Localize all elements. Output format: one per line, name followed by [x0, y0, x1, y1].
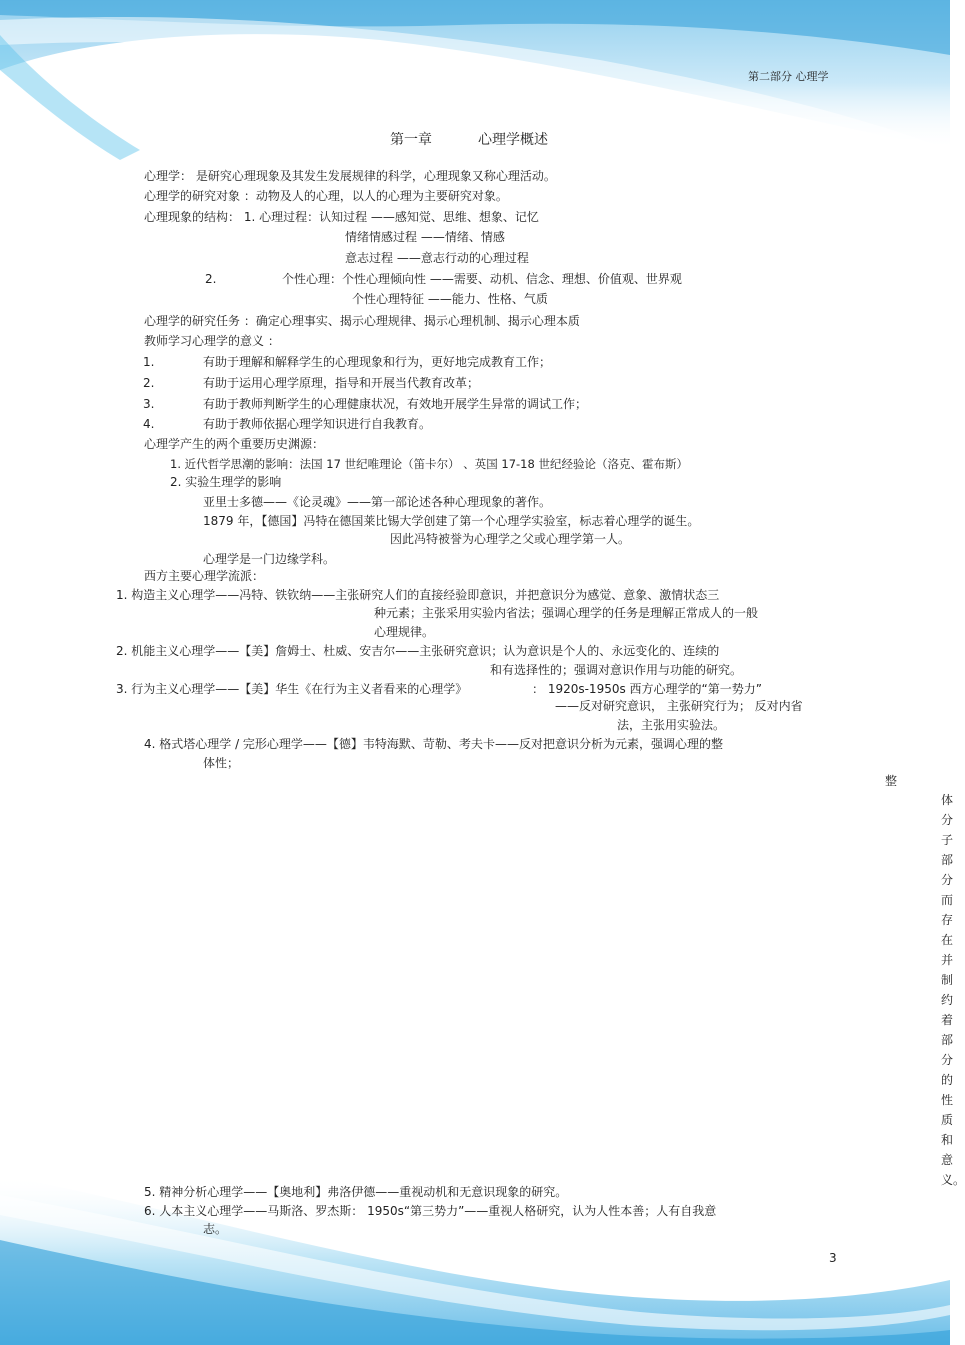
header-section: 第二部分 心理学 — [748, 70, 829, 83]
chapter-title: 心理学概述 — [478, 132, 548, 148]
list-number: 2. — [205, 272, 217, 286]
chapter-number: 第一章 — [390, 132, 432, 148]
text-line: 心理学的研究对象 ：动物及人的心理，以人的心理为主要研究对象。 — [144, 189, 508, 203]
text-line: 有助于教师依据心理学知识进行自我教育。 — [203, 417, 432, 431]
text-line: 2. 实验生理学的影响 — [170, 475, 282, 489]
list-number: 3. — [143, 397, 155, 411]
text-line: 心理规律。 — [374, 625, 435, 639]
text-line: 意志过程 ——意志行动的心理过程 — [345, 251, 529, 265]
text-line: 1. 近代哲学思潮的影响：法国 17 世纪唯理论（笛卡尔） 、英国 17-18 世纪经验论（洛克、霍布斯） — [170, 457, 688, 471]
text-line: 有助于教师判断学生的心理健康状况，有效地开展学生异常的调试工作； — [203, 397, 588, 411]
text-line: 4. 格式塔心理学 / 完形心理学——【德】韦特海默、苛勒、考夫卡——反对把意识分析为元素，强调心理的整 — [144, 737, 723, 751]
text-line: 6. 人本主义心理学——马斯洛、罗杰斯： 1950s“第三势力”——重视人格研究，认为人性本善；人有自我意 — [144, 1204, 717, 1218]
text-line: 西方主要心理学流派： — [144, 569, 265, 583]
text-line: 整 — [885, 774, 898, 788]
page-number: 3 — [829, 1251, 837, 1265]
text-line: 教师学习心理学的意义 ： — [144, 334, 280, 348]
text-line: 心理学的研究任务 ：确定心理事实、揭示心理规律、揭示心理机制、揭示心理本质 — [144, 314, 580, 328]
text-line: 1879 年，【德国】冯特在德国莱比锡大学创建了第一个心理学实验室，标志着心理学的诞生。 — [203, 514, 700, 528]
list-number: 4. — [143, 417, 155, 431]
list-number: 2. — [143, 376, 155, 390]
text-line: 有助于理解和解释学生的心理现象和行为，更好地完成教育工作； — [203, 355, 552, 369]
text-line: 个性心理特征 ——能力、性格、气质 — [352, 292, 548, 306]
text-line: 体性； — [203, 756, 240, 770]
text-line: 个性心理：个性心理倾向性 ——需要、动机、信念、理想、价值观、世界观 — [282, 272, 682, 286]
list-number: 1. — [143, 355, 155, 369]
text-line: 心理学产生的两个重要历史渊源： — [144, 437, 325, 451]
text-line: ： 1920s-1950s 西方心理学的“第一势力” — [532, 682, 762, 696]
text-line: 亚里士多德——《论灵魂》——第一部论述各种心理现象的著作。 — [203, 495, 552, 509]
text-line: 1. 构造主义心理学——冯特、铁钦纳——主张研究人们的直接经验即意识，并把意识分为感觉、意象、激情状态三 — [116, 588, 720, 602]
text-line: 法，主张用实验法。 — [617, 718, 726, 732]
text-line: 3. 行为主义心理学——【美】华生《在行为主义者看来的心理学》 — [116, 682, 468, 696]
text-line: 心理学： 是研究心理现象及其发生发展规律的科学，心理现象又称心理活动。 — [144, 169, 556, 183]
text-line: 情绪情感过程 ——情绪、情感 — [345, 230, 505, 244]
text-line: 因此冯特被誉为心理学之父或心理学第一人。 — [390, 532, 631, 546]
text-line: 和有选择性的；强调对意识作用与功能的研究。 — [490, 663, 743, 677]
text-line: 5. 精神分析心理学——【奥地利】弗洛伊德——重视动机和无意识现象的研究。 — [144, 1185, 568, 1199]
text-line: 心理学是一门边缘学科。 — [203, 552, 336, 566]
overflow-text-column: 体分子部分而存在并制约着部分的性质和意义。 — [941, 793, 965, 1187]
text-line: 种元素；主张采用实验内省法；强调心理学的任务是理解正常成人的一般 — [374, 606, 759, 620]
text-line: ——反对研究意识， 主张研究行为； 反对内省 — [555, 699, 803, 713]
text-line: 志。 — [203, 1222, 228, 1236]
text-line: 有助于运用心理学原理，指导和开展当代教育改革； — [203, 376, 480, 390]
text-line: 2. 机能主义心理学——【美】詹姆士、杜威、安吉尔——主张研究意识；认为意识是个人的、永远变化的、连续的 — [116, 644, 720, 658]
text-line: 心理现象的结构： 1. 心理过程：认知过程 ——感知觉、思维、想象、记忆 — [144, 210, 539, 224]
